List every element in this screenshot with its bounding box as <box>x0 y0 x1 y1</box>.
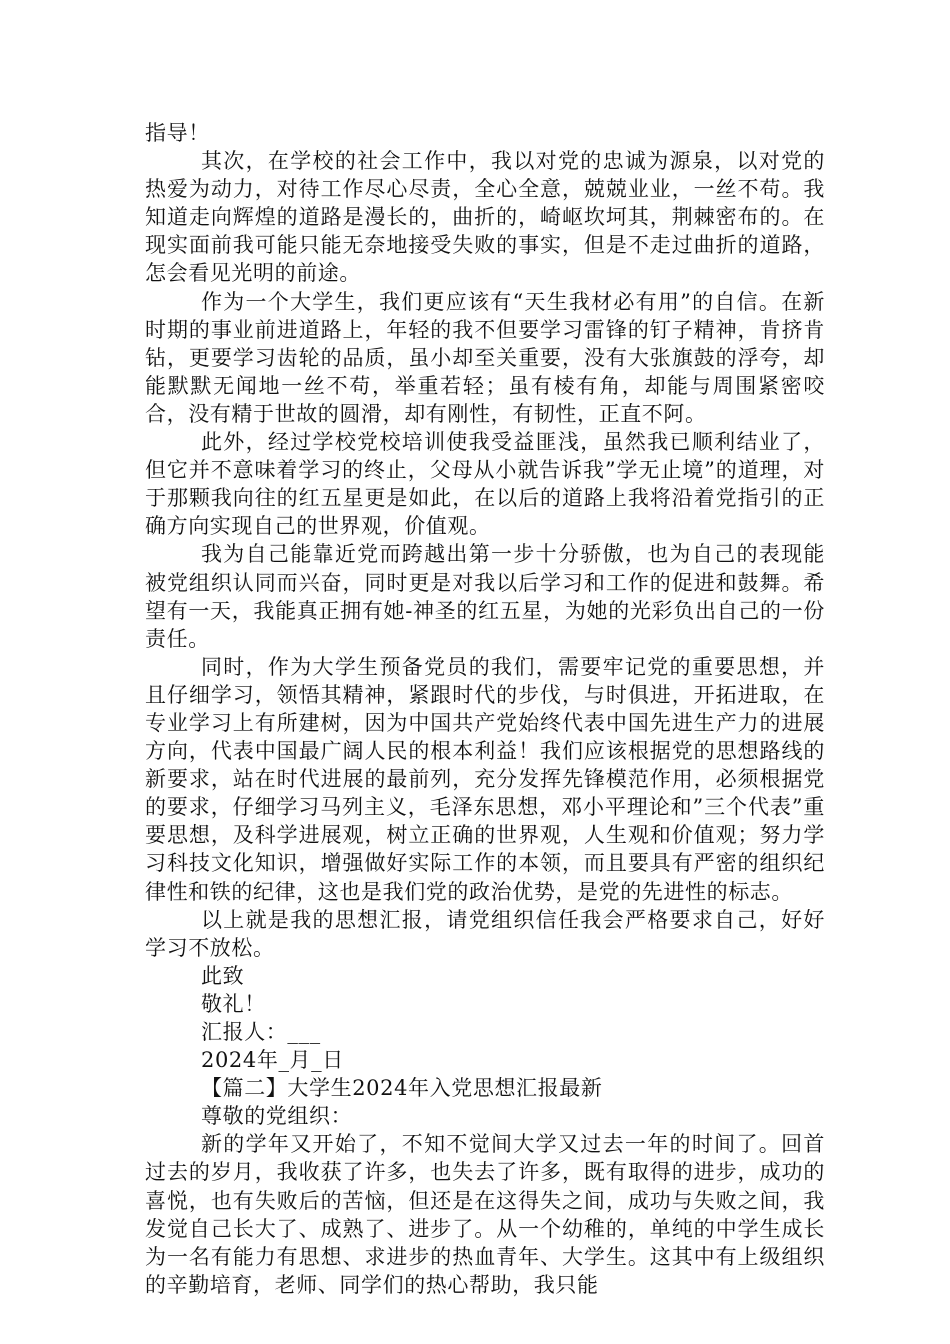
paragraph-social-work: 其次，在学校的社会工作中，我以对党的忠诚为源泉，以对党的热爱为动力，对待工作尽心尽责，全心全意，兢兢业业，一丝不苟。我知道走向辉煌的道路是漫长的，曲折的，崎岖坎坷其，荆棘密布的。在现实面前我可能只能无奈地接受失败的事实，但是不走过曲折的道路，怎会看见光明的前途。 <box>145 149 825 286</box>
paragraph-probationary-member: 同时，作为大学生预备党员的我们，需要牢记党的重要思想，并且仔细学习，领悟其精神，紧跟时代的步伐，与时俱进，开拓进取，在专业学习上有所建树，因为中国共产党始终代表中国先进生产力的进展方向，代表中国最广阔人民的根本利益！我们应该根据党的思想路线的新要求，站在时代进展的最前列，充分发挥先锋模范作用，必须根据党的要求，仔细学习马列主义，毛泽东思想，邓小平理论和”三个代表”重要思想，及科学进展观，树立正确的世界观，人生观和价值观；努力学习科技文化知识，增强做好实际工作的本领，而且要具有严密的组织纪律性和铁的纪律，这也是我们党的政治优势，是党的先进性的标志。 <box>145 654 825 904</box>
paragraph-party-school: 此外，经过学校党校培训使我受益匪浅，虽然我已顺利结业了，但它并不意味着学习的终止，父母从小就告诉我”学无止境”的道理，对于那颗我向往的红五星更是如此，在以后的道路上我将沿着党指引的正确方向实现自己的世界观，价值观。 <box>145 430 825 539</box>
section-heading: 【篇二】大学生2024年入党思想汇报最新 <box>201 1076 603 1101</box>
salutation-cizhi: 此致 <box>201 963 245 988</box>
paragraph-conclusion: 以上就是我的思想汇报，请党组织信任我会严格要求自己，好好学习不放松。 <box>145 907 825 960</box>
salutation-jingli: 敬礼！ <box>201 991 266 1016</box>
greeting-line: 尊敬的党组织： <box>201 1104 353 1129</box>
paragraph-proud: 我为自己能靠近党而跨越出第一步十分骄傲，也为自己的表现能被党组织认同而兴奋，同时更是对我以后学习和工作的促进和鼓舞。希望有一天，我能真正拥有她-神圣的红五星，为她的光彩负出自己的一份责任。 <box>145 542 825 651</box>
reporter-line: 汇报人：___ <box>201 1020 321 1044</box>
paragraph-guidance-closing: 指导！ <box>145 121 210 145</box>
date-line: 2024年_月_日 <box>201 1048 344 1073</box>
paragraph-new-semester: 新的学年又开始了，不知不觉间大学又过去一年的时间了。回首过去的岁月，我收获了许多，也失去了许多，既有取得的进步，成功的喜悦，也有失败后的苦恼，但还是在这得失之间，成功与失败之间，我发觉自己长大了、成熟了、进步了。从一个幼稚的，单纯的中学生成长为一名有能力有思想、求进步的热血青年、大学生。这其中有上级组织的辛勤培育，老师、同学们的热心帮助，我只能 <box>145 1132 825 1297</box>
paragraph-college-student: 作为一个大学生，我们更应该有“天生我材必有用”的自信。在新时期的事业前进道路上，年轻的我不但要学习雷锋的钉子精神，肯挤肯钻，更要学习齿轮的品质，虽小却至关重要，没有大张旗鼓的浮夸，却能默默无闻地一丝不苟，举重若轻；虽有棱有角，却能与周围紧密咬合，没有精于世故的圆滑，却有刚性，有韧性，正直不阿。 <box>145 289 825 426</box>
document-body <box>145 119 825 1299</box>
